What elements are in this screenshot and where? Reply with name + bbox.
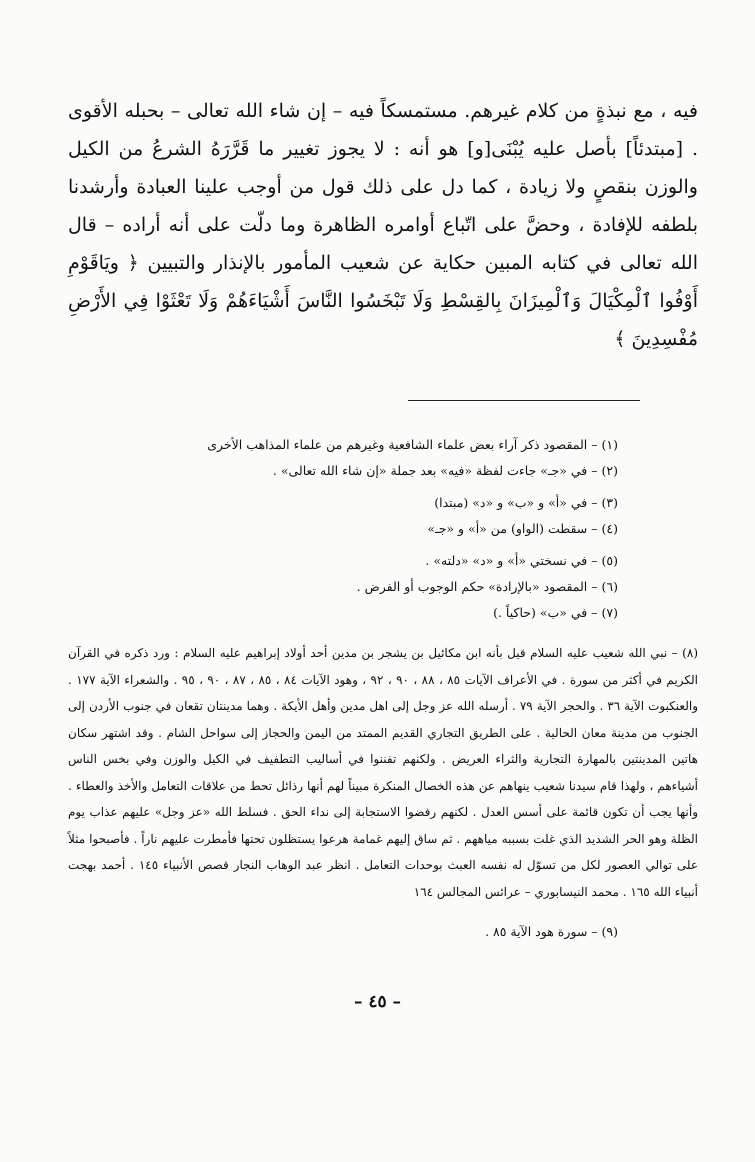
footnote-2 — [68, 458, 698, 484]
footnote-8 — [68, 640, 698, 905]
main-text-block — [68, 92, 698, 358]
footnote-3 — [68, 490, 698, 516]
footnote-text: – في نسختي «أ» و «د» «دلته» . — [425, 553, 598, 568]
body-text: فيه ، مع نبذةٍ من كلام غيرهم. مستمسكاً فيه – إن شاء الله تعالى – بحبله الأقوى . [مبتدئاً] بأصل عليه يُبْنَى[و] هو أنه : لا يجوز تغيير ما قَرَّرَهُ الشرعُ من الكيل والوزن بنقصٍ ولا زيادة ، كما دل على ذلك قول من أوجب علينا العبادة وأرشدنا بلطفه للإفادة ، وحضَّ على اتّباع أوامره الظاهرة وما دلّت على أنه أراده – قال الله تعالى في كتابه المبين حكاية عن شعيب المأمور بالإنذار والتبيين — [68, 100, 698, 274]
footnote-text: – سقطت (الواو) من «أ» و «جـ» — [427, 521, 598, 536]
footnote-7 — [68, 600, 698, 626]
footnote-number: (٧) — [601, 605, 618, 620]
footnote-6 — [68, 574, 698, 600]
footnote-separator — [408, 400, 640, 401]
footnote-number: (٢) — [601, 463, 618, 478]
body-paragraph — [68, 92, 698, 358]
footnote-number: (١) — [601, 437, 618, 452]
footnote-number: (٤) — [601, 521, 618, 536]
footnote-number: (٥) — [601, 553, 618, 568]
footnote-5 — [68, 548, 698, 574]
quran-verse: ﴿ ويَاقَوْمِ أَوْفُوا ٱلْمِكْيَالَ وَٱلْمِيزَانَ بِالقِسْطِ وَلَا تَبْخَسُوا النَّاسَ أَشْيَاءَهُمْ وَلَا تَعْثَوْا فِي الأَرْضِ مُفْسِدِينَ ﴾ — [68, 252, 698, 350]
footnote-9 — [68, 919, 698, 945]
footnote-text: – المقصود ذكر آراء بعض علماء الشافعية وغيرهم من علماء المذاهب الأخرى — [207, 437, 598, 452]
page-number: – ٤٥ – — [353, 992, 402, 1012]
footnote-number: (٩) — [601, 924, 618, 939]
footnote-number: (٨) — [682, 646, 698, 660]
footnote-text: – نبي الله شعيب عليه السلام قيل بأنه ابن مكائيل بن يشجر بن مدين أحد أولاد إبراهيم عليه السلام : ورد ذكره في القرآن الكريم في أكثر من سورة . في الأعراف الآيات ٨٥ ، ٨٨ ، ٩٠ ، ٩٢ ، وهود الآيات ٨٤ ، ٨٥ ، ٨٧ ، ٩٠ ، ٩٥ . والشعراء الآية ١٧٧ . والعنكبوت الآية ٣٦ . والحجر الآية ٧٩ . أرسله الله عز وجل إلى اهل مدين وأهل الأيكة . وهما مدينتان تقعان في جنوب الأردن إلى الجنوب من مدينة معان الحالية . على الطريق التجاري القديم الممتد من اليمن والحجاز إلى سواحل الشام . وقد اشتهر سكان هاتين المدينتين بالمهارة التجارية والثراء العريض . ولكنهم تفننوا في أساليب التطفيف في الكيل والوزن وفي بخس الناس أشياءهم ، ولهذا قام سيدنا شعيب ينهاهم عن هذه الخصال المنكرة مبيناً لهم أنها رذائل تحط من علاقات التعامل والأخذ والعطاء . وأنها يجب أن تكون قائمة على أسس العدل . لكنهم رفضوا الاستجابة إلى نداء الحق . فسلط الله «عز وجل» عليهم عذاب يوم الظلة وهو الحر الشديد الذي غلت بسببه مياههم . ثم ساق إليهم غمامة هرعوا يستظلون تحتها فأمطرت عليهم ناراً . فأصبحوا مثلاً على توالي العصور لكل من تسوّل له نفسه العبث بوحدات التعامل . انظر عبد الوهاب النجار قصص الأنبياء ١٤٥ . أحمد بهجت أنبياء الله ١٦٥ . محمد النيسابوري – عرائس المجالس ١٦٤ — [68, 646, 699, 899]
footnote-number: (٦) — [601, 579, 618, 594]
footnote-number: (٣) — [601, 495, 618, 510]
footnote-text: – سورة هود الآية ٨٥ . — [485, 924, 598, 939]
footnote-text: – في «ب» (حاكياً .) — [493, 605, 598, 620]
footnotes-block — [68, 432, 698, 945]
footnote-text: – في «أ» و «ب» و «د» (مبتدا) — [434, 495, 598, 510]
footnote-text: – المقصود «بالإرادة» حكم الوجوب أو الفرض . — [356, 579, 598, 594]
footnote-4 — [68, 516, 698, 542]
footnote-text: – في «جـ» جاءت لفظة «فيه» بعد جملة «إن شاء الله تعالى» . — [272, 463, 598, 478]
footnote-1 — [68, 432, 698, 458]
